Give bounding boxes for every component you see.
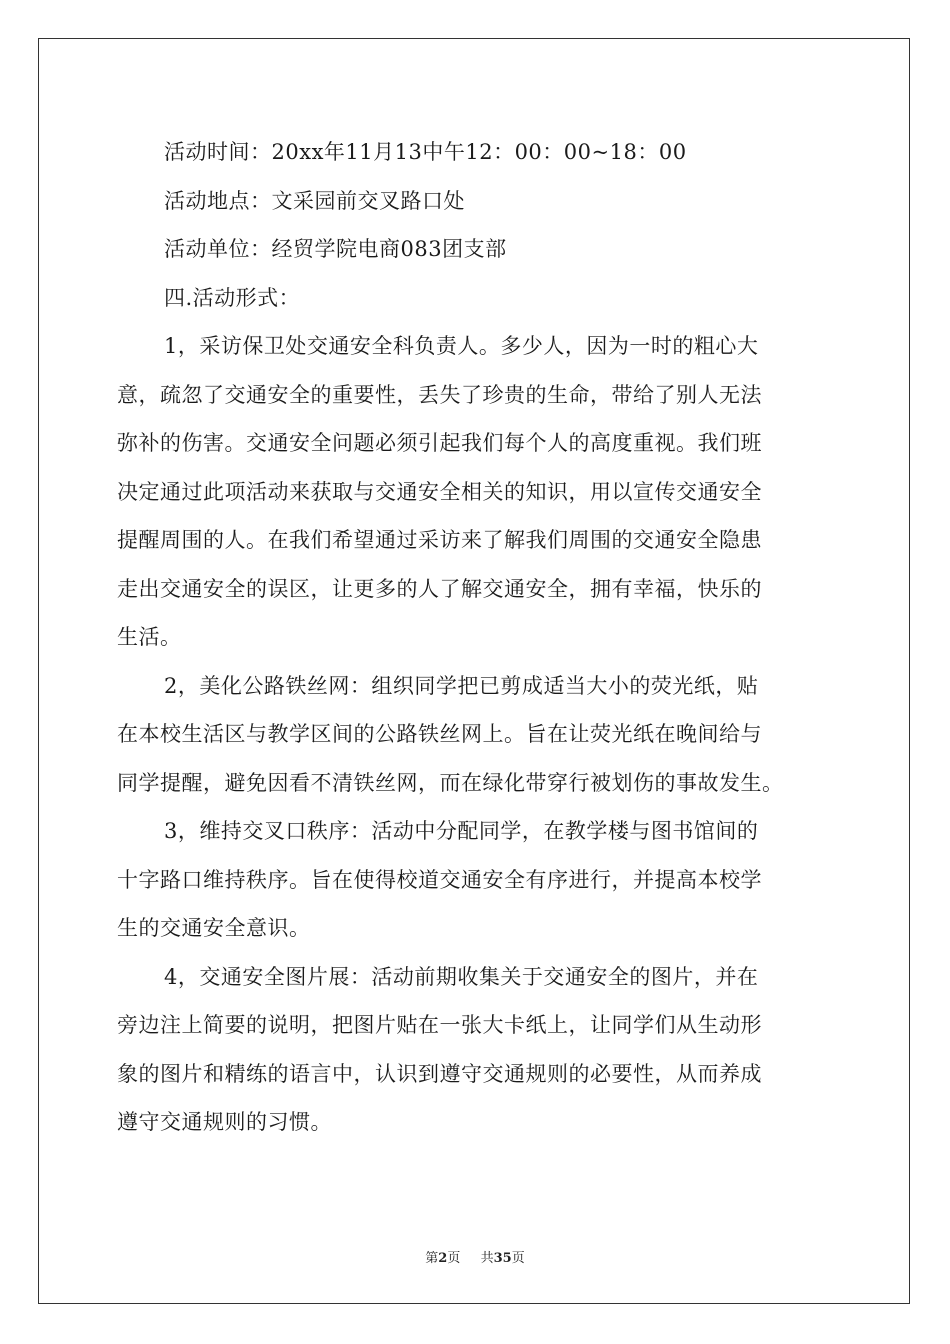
text-line: 走出交通安全的误区，让更多的人了解交通安全，拥有幸福，快乐的 [117, 576, 762, 601]
page-footer [0, 1247, 950, 1266]
text-line: 决定通过此项活动来获取与交通安全相关的知识，用以宣传交通安全 [117, 479, 762, 504]
text-line: 象的图片和精练的语言中，认识到遵守交通规则的必要性，从而养成 [117, 1061, 762, 1086]
text-line: 1，采访保卫处交通安全科负责人。多少人，因为一时的粗心大 [164, 334, 759, 358]
text-line: 3，维持交叉口秩序：活动中分配同学，在教学楼与图书馆间的 [164, 819, 759, 843]
text-line: 遵守交通规则的习惯。 [117, 1110, 332, 1134]
page-number: 第2页 [425, 1251, 461, 1266]
text-line: 活动地点：文采园前交叉路口处 [164, 188, 465, 213]
text-line: 4，交通安全图片展：活动前期收集关于交通安全的图片，并在 [164, 964, 759, 989]
text-line: 提醒周围的人。在我们希望通过采访来了解我们周围的交通安全隐患 [117, 528, 762, 552]
text-line: 同学提醒，避免因看不清铁丝网，而在绿化带穿行被划伤的事故发生。 [117, 770, 784, 795]
document-body [117, 128, 837, 1147]
text-line: 在本校生活区与教学区间的公路铁丝网上。旨在让荧光纸在晚间给与 [117, 722, 762, 746]
text-line: 生的交通安全意识。 [117, 916, 311, 940]
page-total: 共35页 [480, 1251, 525, 1266]
text-line: 活动时间：20xx年11月13中午12：00：00~18：00 [164, 140, 687, 164]
text-line: 活动单位：经贸学院电商083团支部 [164, 237, 507, 261]
text-line: 十字路口维持秩序。旨在使得校道交通安全有序进行，并提高本校学 [117, 867, 762, 892]
text-line: 旁边注上简要的说明，把图片贴在一张大卡纸上，让同学们从生动形 [117, 1013, 762, 1037]
text-line: 2，美化公路铁丝网：组织同学把已剪成适当大小的荧光纸，贴 [164, 673, 759, 698]
text-line: 四.活动形式： [164, 285, 301, 310]
text-line: 生活。 [117, 625, 182, 649]
text-line: 意，疏忽了交通安全的重要性，丢失了珍贵的生命，带给了别人无法 [117, 382, 762, 407]
text-line: 弥补的伤害。交通安全问题必须引起我们每个人的高度重视。我们班 [117, 431, 762, 455]
